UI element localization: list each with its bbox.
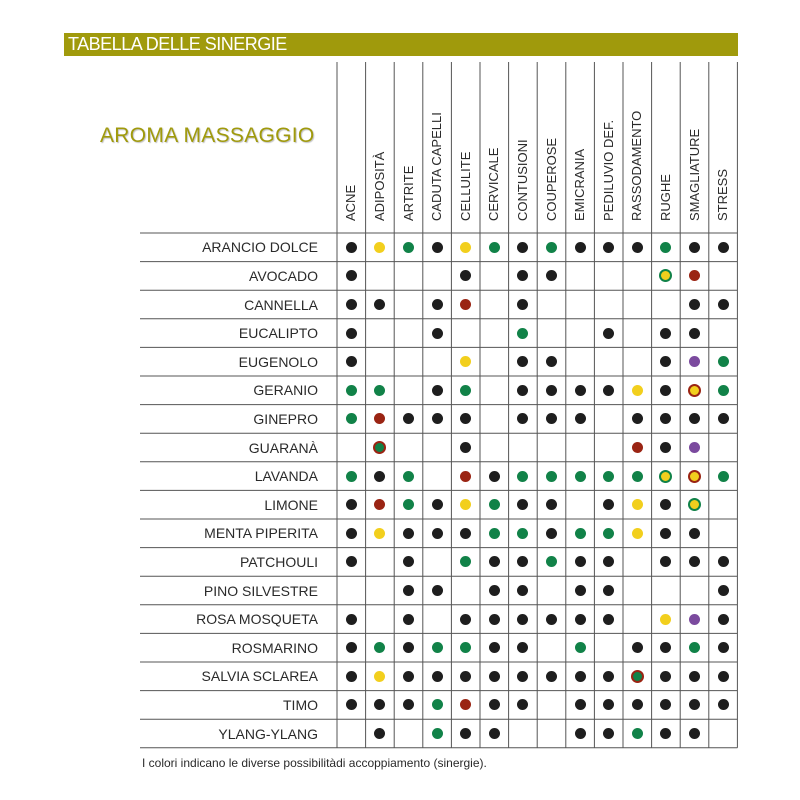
column-header: SMAGLIATURE — [686, 128, 702, 221]
synergy-dot-black-dot — [603, 385, 614, 396]
column-header: RASSODAMENTO — [629, 110, 645, 221]
synergy-dot-black-dot — [718, 242, 729, 253]
synergy-dot-black-dot — [575, 385, 586, 396]
synergy-dot-yellow-dot-with-green-ring — [659, 470, 672, 483]
column-header: ARTRITE — [400, 165, 416, 221]
synergy-dot-red-dot — [632, 442, 643, 453]
synergy-dot-black-dot — [517, 614, 528, 625]
synergy-dot-black-dot — [489, 471, 500, 482]
synergy-dot-black-dot — [432, 499, 443, 510]
synergy-dot-black-dot — [632, 642, 643, 653]
synergy-dot-black-dot — [575, 614, 586, 625]
synergy-dot-black-dot — [689, 328, 700, 339]
synergy-dot-yellow-dot — [632, 385, 643, 396]
synergy-dot-black-dot — [718, 671, 729, 682]
synergy-dot-black-dot — [432, 299, 443, 310]
synergy-dot-black-dot — [603, 671, 614, 682]
synergy-dot-green-dot — [546, 471, 557, 482]
synergy-dot-black-dot — [718, 299, 729, 310]
synergy-dot-black-dot — [403, 614, 414, 625]
synergy-dot-black-dot — [460, 614, 471, 625]
row-label: ROSA MOSQUETA — [196, 611, 318, 628]
row-label: YLANG-YLANG — [218, 725, 318, 742]
synergy-dot-black-dot — [432, 585, 443, 596]
synergy-dot-green-dot — [432, 728, 443, 739]
synergy-dot-black-dot — [575, 242, 586, 253]
synergy-dot-black-dot — [432, 528, 443, 539]
row-label: PATCHOULI — [239, 553, 318, 570]
synergy-dot-red-dot — [460, 471, 471, 482]
synergy-dot-green-dot — [575, 471, 586, 482]
column-header: ACNE — [343, 184, 359, 221]
synergy-dot-green-dot — [718, 356, 729, 367]
synergy-dot-green-dot — [632, 471, 643, 482]
synergy-dot-green-dot — [575, 642, 586, 653]
column-header: RUGHE — [657, 174, 673, 221]
synergy-dot-black-dot — [346, 499, 357, 510]
synergy-dot-black-dot — [432, 242, 443, 253]
synergy-dot-green-dot — [489, 242, 500, 253]
synergy-dot-yellow-dot — [660, 614, 671, 625]
row-label: AVOCADO — [249, 267, 318, 284]
synergy-dot-black-dot — [432, 328, 443, 339]
synergy-dot-black-dot — [432, 385, 443, 396]
synergy-dot-green-dot — [432, 699, 443, 710]
synergy-dot-black-dot — [603, 328, 614, 339]
synergy-dot-black-dot — [718, 614, 729, 625]
row-label: CANNELLA — [244, 296, 318, 313]
synergy-dot-black-dot — [489, 671, 500, 682]
column-header: EMICRANIA — [572, 148, 588, 221]
row-label: MENTA PIPERITA — [204, 525, 318, 542]
synergy-dot-black-dot — [403, 671, 414, 682]
column-header: CADUTA CAPELLI — [429, 112, 445, 221]
synergy-dot-green-dot — [460, 385, 471, 396]
row-label: GERANIO — [253, 382, 318, 399]
synergy-dot-black-dot — [489, 614, 500, 625]
table-subtitle: AROMA MASSAGGIO — [100, 124, 315, 147]
synergy-dot-black-dot — [603, 242, 614, 253]
synergy-dot-black-dot — [575, 699, 586, 710]
column-header: CELLULITE — [457, 151, 473, 221]
footnote: I colori indicano le diverse possibilitàdi accoppiamento (sinergie). — [142, 756, 487, 770]
synergy-dot-purple-dot — [689, 442, 700, 453]
row-label: EUCALIPTO — [238, 325, 318, 342]
synergy-dot-black-dot — [660, 328, 671, 339]
synergy-dot-black-dot — [575, 556, 586, 567]
synergy-dot-black-dot — [689, 242, 700, 253]
synergy-dot-black-dot — [575, 413, 586, 424]
synergy-dot-black-dot — [489, 728, 500, 739]
synergy-dot-yellow-dot-with-red-ring — [688, 470, 701, 483]
synergy-dot-green-dot — [346, 471, 357, 482]
synergy-dot-green-dot — [517, 328, 528, 339]
synergy-dot-black-dot — [603, 614, 614, 625]
synergy-dot-black-dot — [718, 642, 729, 653]
synergy-dot-black-dot — [689, 528, 700, 539]
column-header: COUPEROSE — [543, 137, 559, 221]
synergy-dot-black-dot — [346, 614, 357, 625]
synergy-dot-black-dot — [546, 671, 557, 682]
synergy-dot-black-dot — [403, 585, 414, 596]
synergy-dot-black-dot — [403, 528, 414, 539]
synergy-dot-black-dot — [689, 671, 700, 682]
synergy-dot-black-dot — [575, 585, 586, 596]
synergy-dot-green-dot — [432, 642, 443, 653]
synergy-dot-black-dot — [374, 471, 385, 482]
synergy-dot-black-dot — [346, 299, 357, 310]
row-label: EUGENOLO — [238, 353, 318, 370]
column-header: PEDILUVIO DEF. — [600, 119, 616, 221]
synergy-dot-green-dot-with-red-ring — [631, 670, 644, 683]
synergy-dot-green-dot — [403, 471, 414, 482]
synergy-dot-green-dot — [403, 242, 414, 253]
synergy-dot-black-dot — [718, 556, 729, 567]
synergy-dot-green-dot — [603, 471, 614, 482]
synergy-dot-black-dot — [575, 728, 586, 739]
synergy-dot-black-dot — [632, 242, 643, 253]
synergy-dot-green-dot — [489, 528, 500, 539]
row-label: ARANCIO DOLCE — [202, 239, 318, 256]
synergy-dot-black-dot — [489, 642, 500, 653]
row-label: GUARANÀ — [248, 439, 318, 456]
synergy-dot-yellow-dot — [460, 242, 471, 253]
column-header: CERVICALE — [486, 147, 502, 221]
synergy-dot-yellow-dot — [632, 499, 643, 510]
column-header: STRESS — [715, 168, 731, 221]
synergy-dot-black-dot — [718, 413, 729, 424]
synergy-dot-black-dot — [718, 699, 729, 710]
row-label: LIMONE — [264, 496, 318, 513]
synergy-dot-green-dot — [603, 528, 614, 539]
synergy-dot-black-dot — [346, 242, 357, 253]
synergy-dot-black-dot — [346, 328, 357, 339]
synergy-dot-black-dot — [689, 299, 700, 310]
synergy-dot-green-dot — [517, 471, 528, 482]
synergy-dot-black-dot — [718, 585, 729, 596]
column-header: ADIPOSITÀ — [371, 151, 387, 221]
synergy-dot-yellow-dot-with-red-ring — [688, 384, 701, 397]
synergy-dot-green-dot — [575, 528, 586, 539]
synergy-dot-black-dot — [489, 585, 500, 596]
row-label: LAVANDA — [254, 468, 318, 485]
synergy-dot-black-dot — [689, 728, 700, 739]
row-label: ROSMARINO — [231, 639, 318, 656]
synergy-dot-yellow-dot — [632, 528, 643, 539]
synergy-dot-black-dot — [546, 385, 557, 396]
row-label: TIMO — [283, 696, 318, 713]
synergy-dot-black-dot — [460, 528, 471, 539]
synergy-dot-green-dot — [489, 499, 500, 510]
synergy-dot-black-dot — [346, 356, 357, 367]
synergy-dot-green-dot — [632, 728, 643, 739]
synergy-dot-black-dot — [546, 614, 557, 625]
row-label: SALVIA SCLAREA — [201, 668, 318, 685]
synergy-dot-green-dot — [718, 385, 729, 396]
synergy-dot-black-dot — [460, 671, 471, 682]
synergy-dot-green-dot — [546, 242, 557, 253]
synergy-dot-black-dot — [346, 671, 357, 682]
synergy-dot-black-dot — [346, 642, 357, 653]
row-label: GINEPRO — [253, 410, 318, 427]
row-label: PINO SILVESTRE — [203, 582, 318, 599]
synergy-dot-black-dot — [346, 528, 357, 539]
synergy-dot-black-dot — [575, 671, 586, 682]
synergy-dot-green-dot — [346, 385, 357, 396]
column-header: CONTUSIONI — [514, 139, 530, 221]
page-title: TABELLA DELLE SINERGIE — [68, 34, 287, 54]
synergy-dot-purple-dot — [689, 614, 700, 625]
synergy-dot-black-dot — [432, 413, 443, 424]
synergy-dot-black-dot — [546, 528, 557, 539]
synergy-dot-black-dot — [432, 671, 443, 682]
synergy-dot-green-dot — [718, 471, 729, 482]
